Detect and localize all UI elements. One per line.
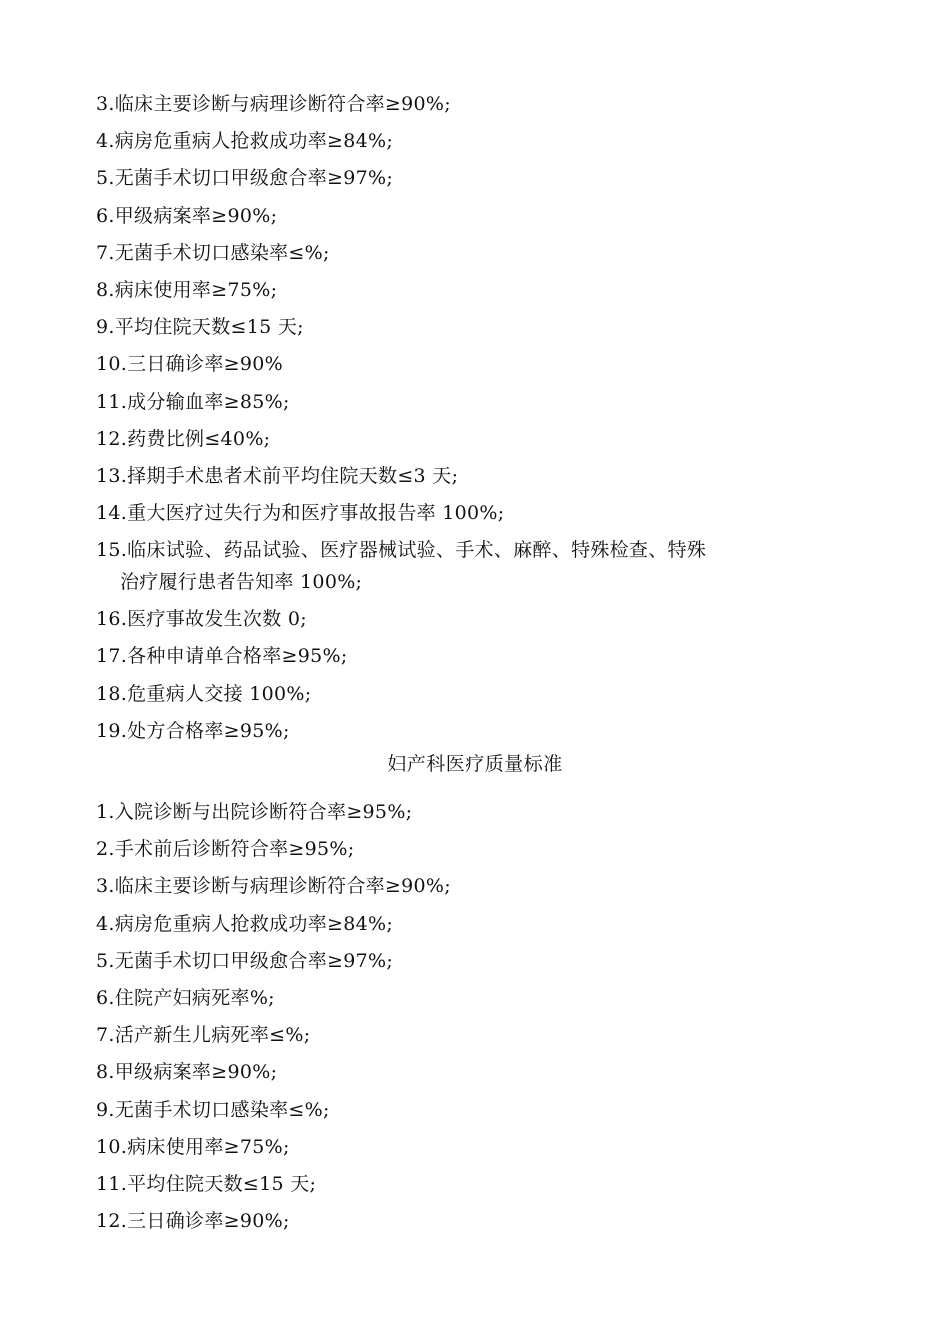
list-item: 4.病房危重病人抢救成功率≥84%; (96, 912, 394, 935)
list-item: 7.无菌手术切口感染率≤%; (96, 241, 330, 264)
list-item: 11.平均住院天数≤15 天; (96, 1172, 317, 1195)
list-item: 18.危重病人交接 100%; (96, 682, 312, 705)
list-item: 2.手术前后诊断符合率≥95%; (96, 838, 355, 861)
list-item: 19.处方合格率≥95%; (96, 719, 290, 742)
list-item: 17.各种申请单合格率≥95%; (96, 645, 348, 668)
list-item: 8.病床使用率≥75%; (96, 278, 278, 301)
list-item-line-1: 15.临床试验、药品试验、医疗器械试验、手术、麻醉、特殊检查、特殊 (96, 539, 707, 562)
list-item: 6.甲级病案率≥90%; (96, 204, 278, 227)
list-item: 9.无菌手术切口感染率≤%; (96, 1098, 330, 1121)
list-item-multiline (96, 532, 826, 601)
list-item: 9.平均住院天数≤15 天; (96, 316, 304, 339)
list-item: 3.临床主要诊断与病理诊断符合率≥90%; (96, 875, 451, 898)
list-item: 12.三日确诊率≥90%; (96, 1210, 290, 1233)
list-item: 6.住院产妇病死率%; (96, 986, 275, 1009)
quality-standards-list-continued (96, 86, 826, 750)
list-item: 12.药费比例≤40%; (96, 427, 271, 450)
section-title: 妇产科医疗质量标准 (387, 753, 563, 775)
list-item: 3.临床主要诊断与病理诊断符合率≥90%; (96, 93, 451, 115)
list-item: 5.无菌手术切口甲级愈合率≥97%; (96, 167, 394, 190)
list-item: 4.病房危重病人抢救成功率≥84%; (96, 130, 394, 153)
list-item-line-2: 治疗履行患者告知率 100%; (120, 571, 363, 594)
list-item: 11.成分输血率≥85%; (96, 390, 290, 413)
list-item: 1.入院诊断与出院诊断符合率≥95%; (96, 801, 413, 823)
list-item: 14.重大医疗过失行为和医疗事故报告率 100%; (96, 502, 505, 525)
list-item: 16.医疗事故发生次数 0; (96, 608, 307, 631)
list-item: 8.甲级病案率≥90%; (96, 1061, 278, 1084)
obgyn-quality-standards-list (96, 794, 826, 1240)
list-item: 10.三日确诊率≥90% (96, 353, 283, 376)
list-item: 5.无菌手术切口甲级愈合率≥97%; (96, 949, 394, 972)
list-item: 7.活产新生儿病死率≤%; (96, 1024, 311, 1047)
list-item: 13.择期手术患者术前平均住院天数≤3 天; (96, 464, 459, 487)
list-item: 10.病床使用率≥75%; (96, 1135, 290, 1158)
